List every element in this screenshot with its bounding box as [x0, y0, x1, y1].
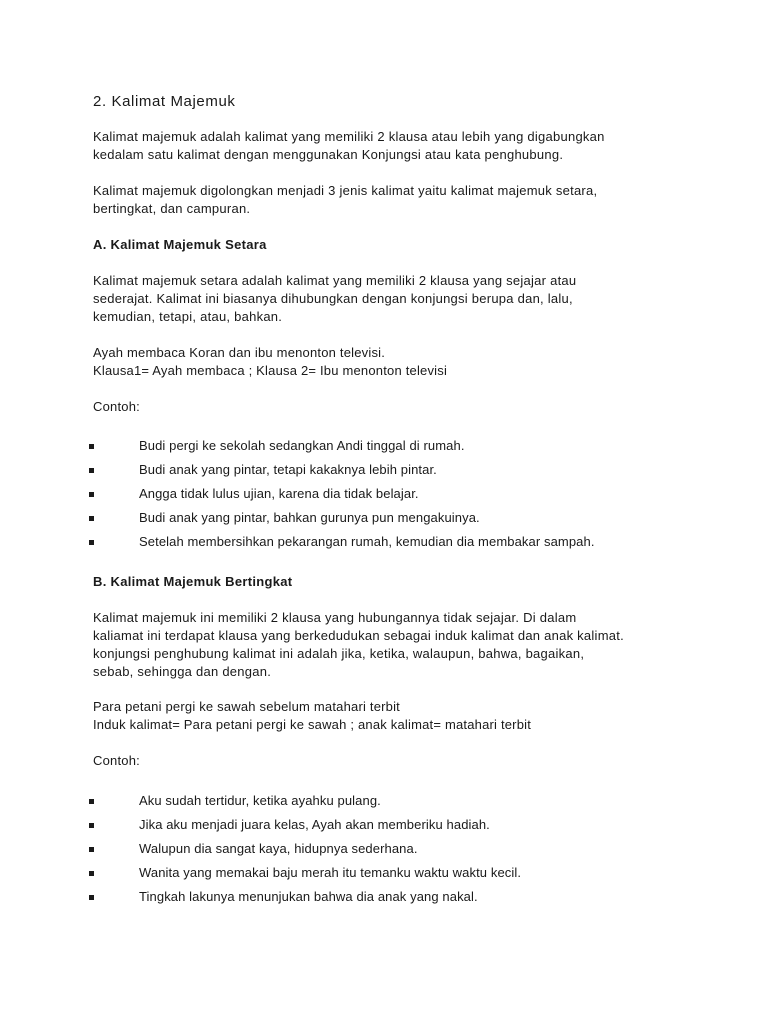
- list-item-text: Angga tidak lulus ujian, karena dia tidak belajar.: [139, 486, 419, 501]
- list-item-text: Budi anak yang pintar, bahkan gurunya pun mengakuinya.: [139, 510, 480, 525]
- example-analysis: Klausa1= Ayah membaca ; Klausa 2= Ibu menonton televisi: [93, 363, 448, 378]
- section-b-description: [93, 609, 675, 681]
- paragraph-line: kaliamat ini terdapat klausa yang berkedudukan sebagai induk kalimat dan anak kalimat.: [93, 628, 624, 643]
- list-item-text: Tingkah lakunya menunjukan bahwa dia anak yang nakal.: [139, 889, 478, 904]
- bullet-square-icon: [89, 895, 94, 900]
- list-item-text: Walupun dia sangat kaya, hidupnya sederhana.: [139, 841, 418, 856]
- paragraph-line: sederajat. Kalimat ini biasanya dihubungkan dengan konjungsi berupa dan, lalu,: [93, 291, 573, 306]
- paragraph-line: kemudian, tetapi, atau, bahkan.: [93, 309, 283, 324]
- list-item-text: Budi anak yang pintar, tetapi kakaknya lebih pintar.: [139, 462, 437, 477]
- definition-paragraph: [93, 128, 675, 164]
- list-item: [0, 816, 768, 834]
- bullet-square-icon: [89, 799, 94, 804]
- list-item: [0, 864, 768, 882]
- list-item: [0, 485, 768, 503]
- example-sentence: Ayah membaca Koran dan ibu menonton televisi.: [93, 345, 386, 360]
- list-item: [0, 437, 768, 455]
- example-sentence: Para petani pergi ke sawah sebelum matahari terbit: [93, 699, 400, 714]
- list-item-text: Budi pergi ke sekolah sedangkan Andi tinggal di rumah.: [139, 438, 465, 453]
- bullet-square-icon: [89, 871, 94, 876]
- paragraph-line: sebab, sehingga dan dengan.: [93, 664, 272, 679]
- list-item: [0, 461, 768, 479]
- paragraph-line: Kalimat majemuk digolongkan menjadi 3 jenis kalimat yaitu kalimat majemuk setara,: [93, 183, 598, 198]
- section-a-description: [93, 272, 675, 326]
- section-a-example: [93, 344, 675, 380]
- bullet-square-icon: [89, 492, 94, 497]
- list-item-text: Wanita yang memakai baju merah itu temanku waktu waktu kecil.: [139, 865, 522, 880]
- list-item: [0, 792, 768, 810]
- list-item-text: Setelah membersihkan pekarangan rumah, kemudian dia membakar sampah.: [139, 534, 595, 549]
- paragraph-line: Kalimat majemuk adalah kalimat yang memiliki 2 klausa atau lebih yang digabungkan: [93, 129, 605, 144]
- section-a-heading: A. Kalimat Majemuk Setara: [93, 237, 267, 252]
- section-b-contoh-label: Contoh:: [93, 753, 140, 768]
- section-b-heading: B. Kalimat Majemuk Bertingkat: [93, 574, 293, 589]
- bullet-square-icon: [89, 444, 94, 449]
- paragraph-line: Kalimat majemuk setara adalah kalimat yang memiliki 2 klausa yang sejajar atau: [93, 273, 577, 288]
- list-item: [0, 840, 768, 858]
- bullet-square-icon: [89, 847, 94, 852]
- bullet-square-icon: [89, 468, 94, 473]
- list-item: [0, 888, 768, 906]
- classification-paragraph: [93, 182, 675, 218]
- paragraph-line: Kalimat majemuk ini memiliki 2 klausa yang hubungannya tidak sejajar. Di dalam: [93, 610, 577, 625]
- paragraph-line: konjungsi penghubung kalimat ini adalah jika, ketika, walaupun, bahwa, bagaikan,: [93, 646, 585, 661]
- paragraph-line: kedalam satu kalimat dengan menggunakan Konjungsi atau kata penghubung.: [93, 147, 564, 162]
- paragraph-line: bertingkat, dan campuran.: [93, 201, 251, 216]
- example-analysis: Induk kalimat= Para petani pergi ke sawah ; anak kalimat= matahari terbit: [93, 717, 532, 732]
- list-item: [0, 533, 768, 551]
- list-item-text: Aku sudah tertidur, ketika ayahku pulang.: [139, 793, 381, 808]
- bullet-square-icon: [89, 516, 94, 521]
- section-b-example: [93, 698, 675, 734]
- bullet-square-icon: [89, 823, 94, 828]
- list-item-text: Jika aku menjadi juara kelas, Ayah akan memberiku hadiah.: [139, 817, 490, 832]
- bullet-square-icon: [89, 540, 94, 545]
- page-title: 2. Kalimat Majemuk: [93, 93, 236, 110]
- section-a-contoh-label: Contoh:: [93, 399, 140, 414]
- list-item: [0, 509, 768, 527]
